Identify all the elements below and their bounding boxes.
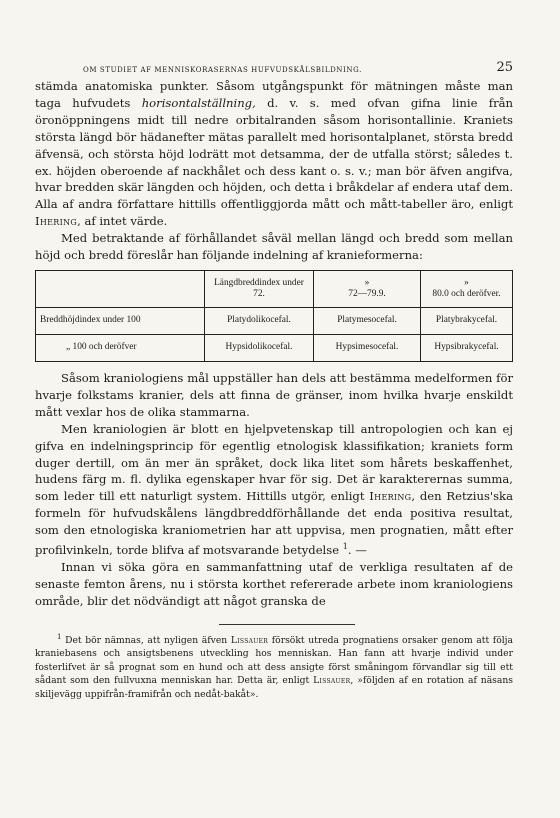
paragraph-3: Såsom kraniologiens mål uppställer han dels att bestämma medelformen för hvarje folkstams kranier, dels att finna de gränser, inom hvilka hvarje enskildt mått vexlar hos de olika stammarna. xyxy=(35,370,513,419)
book-page xyxy=(35,56,513,702)
text-run: Det bör nämnas, att nyligen äfven xyxy=(61,634,231,646)
footnote-divider xyxy=(219,624,355,625)
table-cell: Breddhöjdindex under 100 xyxy=(36,307,205,334)
table-cell: Hypsibrakycefal. xyxy=(421,334,513,361)
paragraph-1 xyxy=(35,78,513,230)
text-run: . — xyxy=(347,542,367,557)
table-cell: Hypsidolikocefal. xyxy=(205,334,314,361)
main-text xyxy=(35,78,513,610)
table-cell: Hypsimesocefal. xyxy=(314,334,421,361)
text-run: stämda anatomiska punkter. Såsom utgångspunkt för mätningen måste man taga hufvudets xyxy=(35,79,513,110)
text-run: Men kraniologien är blott en hjelpvetenskap till antropologien och kan ej gifva en indelningsprincip för egentlig etnologisk klassifikation; kraniets form duger dertill, om än mer än språket, dock lika litet som hårets beskaffenhet, hudens färg m. fl. dylika egenskaper hvar för sig. Det är karakterernas summa, som leder till ett naturligt system. Hittills utgör, enligt xyxy=(35,421,513,504)
author-name: Ihering xyxy=(35,214,78,229)
footnote xyxy=(35,631,513,702)
table-cell: Längdbreddindex under 72. xyxy=(205,270,314,307)
author-name: Lissauer xyxy=(230,634,269,646)
table-cell: Platymesocefal. xyxy=(314,307,421,334)
table-row xyxy=(36,334,513,361)
text-run: d. v. s. med ofvan gifna linie från öronöppningens midt till nedre orbitalranden såsom horisontallinie. Kraniets största längd bör hädanefter mätas parallelt med horisontalplanet, största bredd äfvensä, och största höjd lodrätt mot detsamma, der de utfalla störst; således t. ex. höjden oberoende af nackhålet och dess kant o. s. v.; man bör äfven angifva, hvar bredden skär längden och höjden, och detta i bråkdelar af endera utaf dem. Alla af andra författare hittills offentliggjorda mått och mått-tabeller äro, enligt xyxy=(35,95,513,212)
table-row xyxy=(36,307,513,334)
text-run: , af intet värde. xyxy=(77,214,168,229)
running-title: OM STUDIET AF MENNISKORASERNAS HUFVUDSKÅLSBILDNING. xyxy=(83,66,362,74)
paragraph-2: Med betraktande af förhållandet såväl mellan längd och bredd som mellan höjd och bredd föreslår han följande indelning af kranieformerna: xyxy=(35,231,513,263)
italic-term: horisontalställning, xyxy=(141,95,256,110)
paragraph-4 xyxy=(35,421,513,559)
footnote-text xyxy=(35,631,513,702)
text-run: försökt utreda prognatiens orsaker genom att följa kraniebasens och ansigtsbenens utveckling hos menniskan. Han fann att hvarje individ under fosterlifvet är så prognat som en hund och att dess ansigte först småningom förvandlar sig till ett sådant som den fullvuxna menniskan har. Detta är, enligt xyxy=(35,634,513,687)
table-header-row xyxy=(36,270,513,307)
index-table xyxy=(35,270,513,362)
footnote-mark: 1 xyxy=(57,632,62,641)
table-cell: » 72—79.9. xyxy=(314,270,421,307)
table-cell: Platybrakycefal. xyxy=(421,307,513,334)
running-header xyxy=(35,56,513,78)
table-cell xyxy=(36,270,205,307)
table-cell: „ 100 och deröfver xyxy=(36,334,205,361)
author-name: Ihering xyxy=(369,489,412,504)
page-number: 25 xyxy=(496,60,513,75)
text-run: , den Retzius'ska formeln för hufvudskålens längdbreddförhållande det enda positiva resultat, som den etnologiska kraniometrien har att uppvisa, men prognatien, mått efter profilvinkeln, torde blifva af motsvarande betydelse xyxy=(35,489,513,557)
table-cell: Platydolikocefal. xyxy=(205,307,314,334)
table-cell: » 80.0 och deröfver. xyxy=(421,270,513,307)
footnote-ref[interactable]: 1 xyxy=(342,542,348,552)
text-run: , »följden af en rotation af näsans skiljevägg uppifrån-framifrån och nedåt-bakåt». xyxy=(35,675,513,700)
paragraph-5: Innan vi söka göra en sammanfattning utaf de verkliga resultaten af de senaste femton årens, nu i största korthet refererade arbete inom kraniologiens område, blir det nödvändigt att något granska de xyxy=(35,559,513,608)
author-name: Lissauer xyxy=(313,675,351,687)
